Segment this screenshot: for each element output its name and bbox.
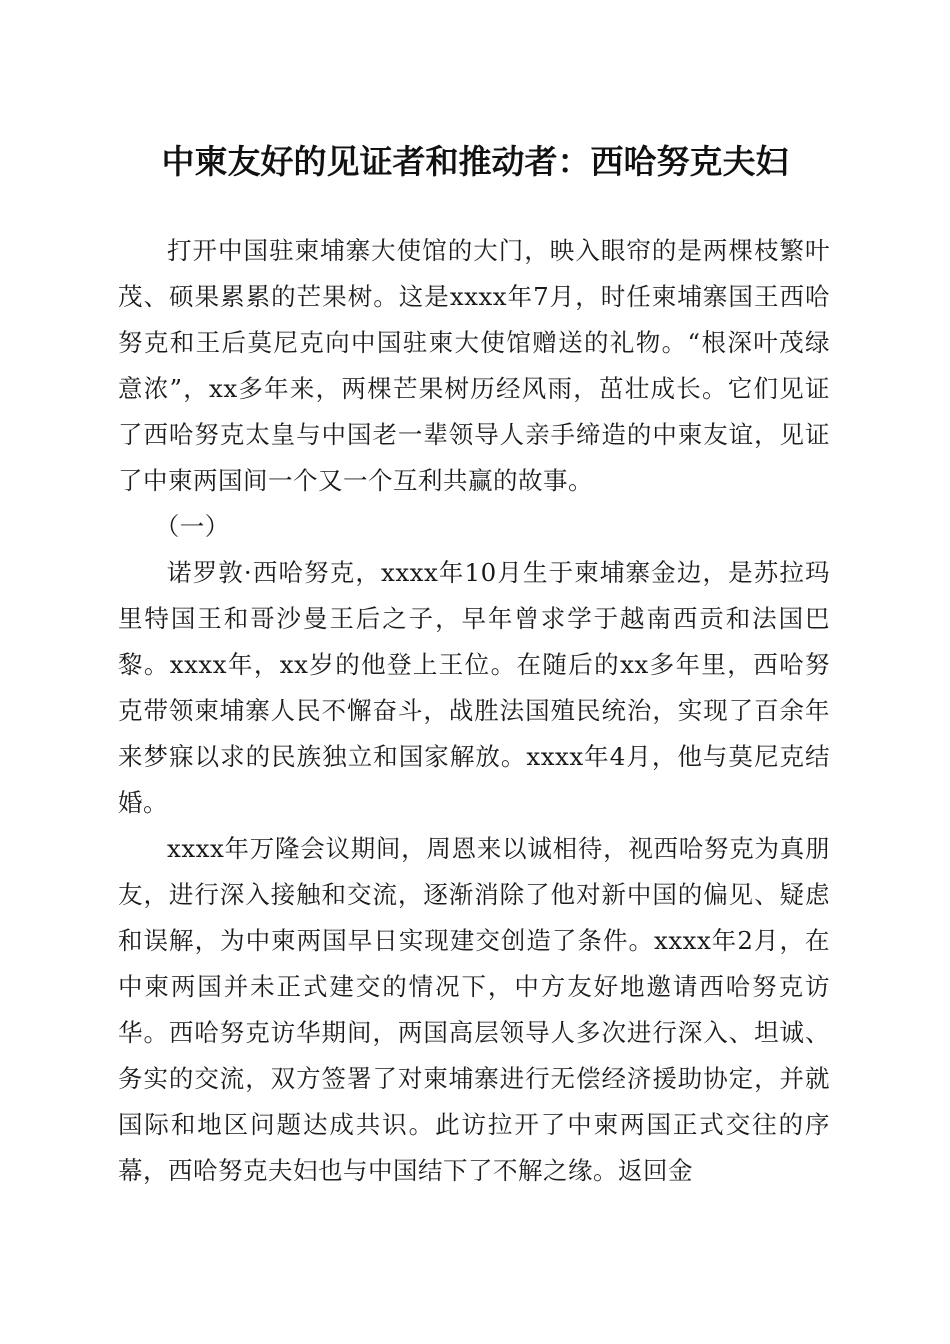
document-body — [118, 228, 830, 1194]
paragraph-intro: 打开中国驻柬埔寨大使馆的大门，映入眼帘的是两棵枝繁叶茂、硕果累累的芒果树。这是xxxx年7月，时任柬埔寨国王西哈努克和王后莫尼克向中国驻柬大使馆赠送的礼物。“根深叶茂绿意浓”，xx多年来，两棵芒果树历经风雨，茁壮成长。它们见证了西哈努克太皇与中国老一辈领导人亲手缔造的中柬友谊，见证了中柬两国间一个又一个互利共赢的故事。 — [118, 236, 830, 495]
paragraph-bandung: xxxx年万隆会议期间，周恩来以诚相待，视西哈努克为真朋友，进行深入接触和交流，逐渐消除了他对新中国的偏见、疑虑和误解，为中柬两国早日实现建交创造了条件。xxxx年2月，在中柬两国并未正式建交的情况下，中方友好地邀请西哈努克访华。西哈努克访华期间，两国高层领导人多次进行深入、坦诚、务实的交流，双方签署了对柬埔寨进行无偿经济援助协定，并就国际和地区问题达成共识。此访拉开了中柬两国正式交往的序幕，西哈努克夫妇也与中国结下了不解之缘。返回金 — [118, 834, 830, 1185]
paragraph-biography: 诺罗敦·西哈努克，xxxx年10月生于柬埔寨金边，是苏拉玛里特国王和哥沙曼王后之子，早年曾求学于越南西贡和法国巴黎。xxxx年，xx岁的他登上王位。在随后的xx多年里，西哈努克带领柬埔寨人民不懈奋斗，战胜法国殖民统治，实现了百余年来梦寐以求的民族独立和国家解放。xxxx年4月，他与莫尼克结婚。 — [118, 558, 830, 817]
document-title: 中柬友好的见证者和推动者：西哈努克夫妇 — [161, 142, 789, 181]
section-heading: （一） — [154, 512, 230, 541]
